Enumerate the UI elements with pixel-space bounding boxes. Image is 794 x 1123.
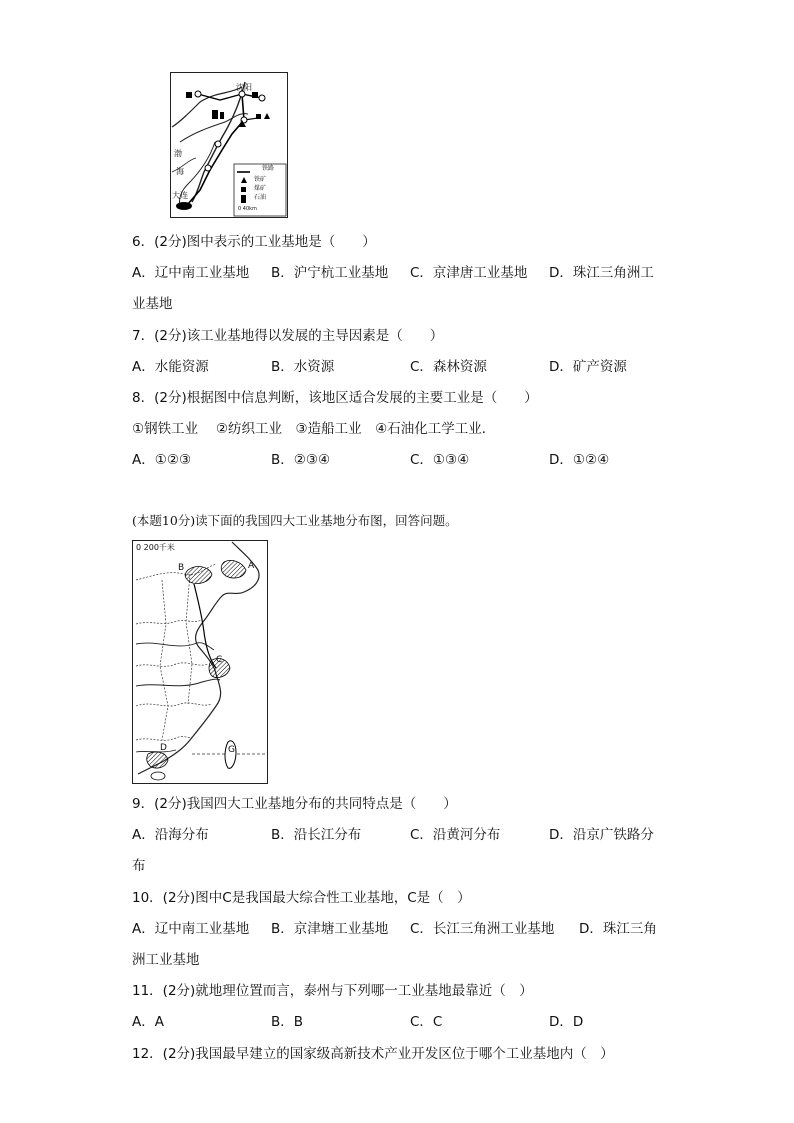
map2-label-g: G xyxy=(228,745,235,755)
map2-label-a: A xyxy=(248,561,255,571)
q10-option-d: D．珠江三角 xyxy=(579,921,657,937)
q8-option-c: C．①③④ xyxy=(410,452,470,468)
q11-option-d: D．D xyxy=(549,1014,584,1030)
q9-option-d: D．沿京广铁路分 xyxy=(549,827,654,843)
q11-stem: 11．(2分)就地理位置而言，泰州与下列哪一工业基地最靠近（ ） xyxy=(132,983,533,999)
map1-legend-coal: 煤矿 xyxy=(254,185,267,192)
q6-option-d: D．珠江三角洲工 xyxy=(549,265,654,281)
map1-legend-rail: 铁路 xyxy=(262,165,275,172)
q11-option-c: C．C xyxy=(410,1014,443,1030)
q6-option-a: A．辽中南工业基地 xyxy=(132,265,250,281)
q10-option-d-wrap: 洲工业基地 xyxy=(132,952,200,968)
q11-option-b: B．B xyxy=(271,1014,304,1030)
map2-label-d: D xyxy=(160,743,167,753)
q6-stem: 6．(2分)图中表示的工业基地是（ ） xyxy=(132,234,376,250)
map-industrial-bases-svg xyxy=(132,540,268,784)
q7-option-a: A．水能资源 xyxy=(132,359,209,375)
q12-stem: 12．(2分)我国最早建立的国家级高新技术产业开发区位于哪个工业基地内（ ） xyxy=(132,1046,614,1062)
map1-legend-iron: 铁矿 xyxy=(254,176,267,183)
q9-option-a: A．沿海分布 xyxy=(132,827,209,843)
map2-label-b: B xyxy=(178,563,185,573)
q8-stem: 8．(2分)根据图中信息判断，该地区适合发展的主要工业是（ ） xyxy=(132,390,538,406)
q6-option-c: C．京津唐工业基地 xyxy=(410,265,528,281)
section-note: (本题10分)读下面的我国四大工业基地分布图，回答问题。 xyxy=(132,513,458,528)
q9-option-b: B．沿长江分布 xyxy=(271,827,362,843)
q6-option-d-wrap: 业基地 xyxy=(132,296,173,312)
q7-stem: 7．(2分)该工业基地得以发展的主导因素是（ ） xyxy=(132,328,444,344)
q10-stem: 10．(2分)图中C是我国最大综合性工业基地，C是（ ） xyxy=(132,890,471,906)
map1-legend-scale: 0 40km xyxy=(238,206,257,212)
q8-items: ①钢铁工业 ②纺织工业 ③造船工业 ④石油化工学工业． xyxy=(132,421,496,437)
q7-option-c: C．森林资源 xyxy=(410,359,487,375)
q10-option-a: A．辽中南工业基地 xyxy=(132,921,250,937)
q11-option-a: A．A xyxy=(132,1014,164,1030)
q7-option-b: B．水资源 xyxy=(271,359,335,375)
q7-option-d: D．矿产资源 xyxy=(549,359,627,375)
map2-label-c: C xyxy=(216,655,223,665)
map1-city-dalian: 大连 xyxy=(172,191,188,200)
q10-option-c: C．长江三角洲工业基地 xyxy=(410,921,555,937)
map-industrial-bases xyxy=(132,540,268,784)
q8-option-a: A．①②③ xyxy=(132,452,192,468)
q10-option-b: B．京津塘工业基地 xyxy=(271,921,389,937)
map1-city-shenyang: 沈阳 xyxy=(236,83,252,92)
q6-option-b: B．沪宁杭工业基地 xyxy=(271,265,389,281)
map-liaozhongnan xyxy=(170,72,288,218)
q9-option-c: C．沿黄河分布 xyxy=(410,827,501,843)
map1-legend-oil: 石油 xyxy=(254,194,267,201)
q9-stem: 9．(2分)我国四大工业基地分布的共同特点是（ ） xyxy=(132,796,457,812)
map1-sea-2: 海 xyxy=(176,167,184,176)
q8-option-d: D．①②④ xyxy=(549,452,610,468)
q8-option-b: B．②③④ xyxy=(271,452,331,468)
q9-option-d-wrap: 布 xyxy=(132,858,146,874)
map2-scale: 0 200千米 xyxy=(136,543,175,552)
map1-sea-1: 渤 xyxy=(174,149,182,158)
